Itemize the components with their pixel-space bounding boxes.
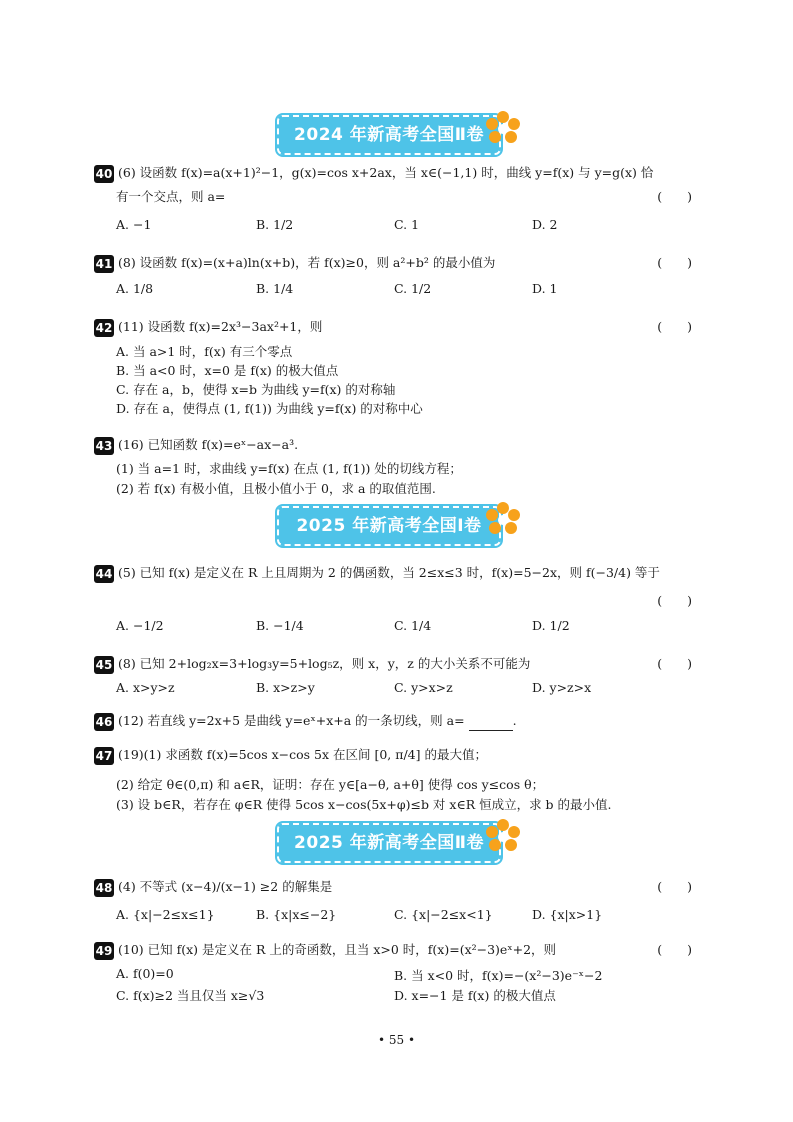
option-c: C. 1/2 (394, 281, 432, 296)
question-number: 43 (95, 438, 113, 453)
option-c: C. y>x>z (394, 680, 453, 695)
option-a: A. f(0)=0 (116, 966, 174, 981)
option-d: D. 存在 a，使得点 (1, f(1)) 为曲线 y=f(x) 的对称中心 (116, 401, 423, 416)
answer-paren: ( ) (657, 942, 692, 957)
question-stem: (16) 已知函数 f(x)=eˣ−ax−a³. (118, 437, 299, 452)
option-a: A. x>y>z (116, 680, 175, 695)
option-a: A. 1/8 (116, 281, 154, 296)
option-c: C. 存在 a，b，使得 x=b 为曲线 y=f(x) 的对称轴 (116, 382, 396, 397)
answer-paren: ( ) (657, 319, 692, 334)
question-stem: (10) 已知 f(x) 是定义在 R 上的奇函数，且当 x>0 时，f(x)=(x²−3)eˣ+2，则 (118, 942, 557, 957)
sub-question-3: (3) 设 b∈R，若存在 φ∈R 使得 5cos x−cos(5x+φ)≤b 对 x∈R 恒成立，求 b 的最小值. (116, 797, 612, 812)
answer-paren: ( ) (657, 879, 692, 894)
question-43 (94, 435, 704, 495)
option-b: B. {x|x≤−2} (256, 907, 337, 922)
option-b: B. −1/4 (256, 618, 304, 633)
question-number: 44 (95, 566, 113, 581)
question-47 (94, 745, 704, 815)
option-d: D. 1 (532, 281, 558, 296)
option-c: C. {x|−2≤x<1} (394, 907, 493, 922)
question-stem: (19)(1) 求函数 f(x)=5cos x−cos 5x 在区间 [0, π/4] 的最大值； (118, 747, 487, 762)
option-b: B. 1/4 (256, 281, 294, 296)
answer-blank[interactable] (469, 718, 513, 731)
question-number: 45 (95, 657, 113, 672)
section-banner-2025-ii (277, 823, 501, 863)
option-c: C. f(x)≥2 当且仅当 x≥√3 (116, 988, 265, 1003)
question-stem-end: . (512, 713, 517, 728)
question-46 (94, 711, 704, 733)
sub-question-2: (2) 给定 θ∈(0,π) 和 a∈R，证明：存在 y∈[a−θ, a+θ] 使得 cos y≤cos θ； (116, 777, 545, 792)
question-number: 49 (95, 943, 113, 958)
sub-question-1: (1) 当 a=1 时，求曲线 y=f(x) 在点 (1, f(1)) 处的切线方程； (116, 461, 462, 476)
question-stem-cont: 有一个交点，则 a= (116, 189, 226, 204)
option-b: B. x>z>y (256, 680, 315, 695)
option-d: D. y>z>x (532, 680, 592, 695)
option-b: B. 当 a<0 时，x=0 是 f(x) 的极大值点 (116, 363, 339, 378)
option-a: A. {x|−2≤x≤1} (116, 907, 215, 922)
question-stem: (8) 已知 2+log₂x=3+log₃y=5+log₅z，则 x，y，z 的大小关系不可能为 (118, 656, 531, 671)
option-b: B. 当 x<0 时，f(x)=−(x²−3)e⁻ˣ−2 (394, 968, 603, 983)
question-number: 48 (95, 880, 113, 895)
option-a: A. −1 (116, 217, 152, 232)
option-d: D. x=−1 是 f(x) 的极大值点 (394, 988, 556, 1003)
question-stem: (11) 设函数 f(x)=2x³−3ax²+1，则 (118, 319, 323, 334)
page-number: • 55 • (377, 1033, 416, 1047)
question-number: 46 (95, 714, 113, 729)
answer-paren: ( ) (657, 593, 692, 608)
question-number: 40 (95, 166, 113, 181)
option-d: D. 2 (532, 217, 558, 232)
question-stem: (4) 不等式 (x−4)/(x−1) ≥2 的解集是 (118, 879, 333, 894)
option-c: C. 1 (394, 217, 420, 232)
question-45 (94, 654, 704, 698)
sub-question-2: (2) 若 f(x) 有极小值，且极小值小于 0，求 a 的取值范围. (116, 481, 436, 496)
answer-paren: ( ) (657, 656, 692, 671)
option-b: B. 1/2 (256, 217, 294, 232)
option-d: D. {x|x>1} (532, 907, 603, 922)
banner-title: 2025 年新高考全国Ⅱ卷 (294, 833, 484, 853)
option-c: C. 1/4 (394, 618, 432, 633)
question-number: 47 (95, 748, 113, 763)
question-stem: (6) 设函数 f(x)=a(x+1)²−1，g(x)=cos x+2ax，当 x∈(−1,1) 时，曲线 y=f(x) 与 y=g(x) 恰 (118, 165, 654, 180)
option-a: A. 当 a>1 时，f(x) 有三个零点 (116, 344, 293, 359)
section-banner-2024-ii (277, 115, 501, 155)
flower-icon (483, 500, 523, 540)
question-49 (94, 940, 704, 1010)
answer-paren: ( ) (657, 189, 692, 204)
section-banner-2025-i (277, 506, 501, 546)
question-40 (94, 163, 704, 243)
banner-title: 2025 年新高考全国Ⅰ卷 (296, 516, 482, 536)
question-number: 41 (95, 256, 113, 271)
question-42 (94, 317, 704, 417)
option-d: D. 1/2 (532, 618, 570, 633)
option-a: A. −1/2 (116, 618, 164, 633)
question-stem: (8) 设函数 f(x)=(x+a)ln(x+b)，若 f(x)≥0，则 a²+b² 的最小值为 (118, 255, 496, 270)
question-41 (94, 253, 704, 303)
answer-paren: ( ) (657, 255, 692, 270)
question-stem: (5) 已知 f(x) 是定义在 R 上且周期为 2 的偶函数，当 2≤x≤3 时，f(x)=5−2x，则 f(−3/4) 等于 (118, 565, 660, 580)
flower-icon (483, 817, 523, 857)
question-44 (94, 563, 704, 643)
banner-title: 2024 年新高考全国Ⅱ卷 (294, 125, 484, 145)
question-number: 42 (95, 320, 113, 335)
question-stem: (12) 若直线 y=2x+5 是曲线 y=eˣ+x+a 的一条切线，则 a= (118, 713, 465, 728)
flower-icon (483, 109, 523, 149)
question-48 (94, 877, 704, 927)
